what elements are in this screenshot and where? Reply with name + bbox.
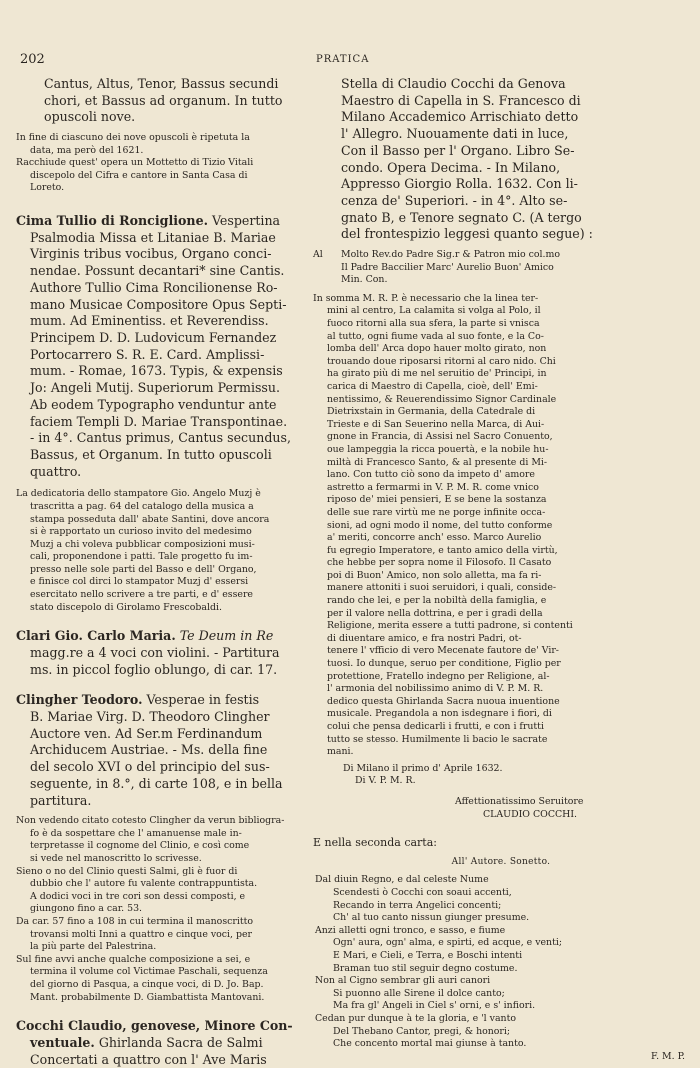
letter-line: ha girato più di me nel seruitio de' Principi, in [327,368,547,380]
letter-line: a' meriti, concorre anch' esso. Marco Aurelio [327,532,542,544]
sonnet-line: Ma fra gl' Angeli in Ciel s' orni, e s' infiori. [333,1000,536,1012]
letter-line: di diuentare amico, e fra nostri Padri, ot- [327,632,522,644]
text-run: Vespertina [207,213,281,229]
note-line: A dodici voci in tre cori son dessi composti, e [30,890,246,902]
text-line: B. Mariae Virg. D. Theodoro Clingher [30,709,270,725]
dedication-block [313,249,689,287]
note-line: si vede nel manoscritto lo scrivesse. [30,853,202,865]
letter-closing: Affettionatissimo Seruitore [455,795,584,807]
letter-line: l' armonia del nobilissimo animo di V. P. M. R. [327,683,544,695]
note-line: e finisce col dirci lo stampator Muzj d' essersi [30,576,249,588]
sonnet-line: Ch' al tuo canto nissun giunger presume. [333,912,530,924]
dedication-label: Al [313,249,323,261]
sonnet [313,874,689,1050]
sonnet-line: Si puonno alle Sirene il dolce canto; [333,987,505,999]
sonnet-line: Cedan pur dunque à te la gloria, e 'l vanto [315,1012,516,1024]
text-line: gnato B, e Tenore segnato C. (A tergo [341,209,582,225]
sonnet-initials: F. M. P. [651,1050,685,1062]
text-line: seguente, in 8.°, di carte 108, e in bella [30,775,283,791]
letter-line: protettione, Fratello indegno per Religione, al- [327,670,550,682]
letter-line: che hebbe per sopra nome il Filosofo. Il Casato [327,557,552,569]
sonnet-line: Anzi alletti ogni tronco, e sasso, e fiume [315,924,506,936]
footnote-block [16,488,304,614]
dedication-letter [313,293,689,759]
text-line: del secolo XVI o del principio del sus- [30,759,270,775]
sonnet-line: Braman tuo stil seguir degno costume. [333,962,518,974]
text-line: Principem D. D. Ludovicum Fernandez [30,330,277,345]
entry-cima [16,213,304,480]
note-line: In fine di ciascuno dei nove opuscoli è ripetuta la [16,132,250,144]
entry-body [16,230,304,481]
sonnet-title: All' Autore. Sonetto. [451,856,551,867]
sonnet-line: Recando in terra Angelici concenti; [333,899,502,911]
text-line: Authore Tullio Cima Roncilionense Ro- [30,279,278,295]
right-column [313,76,689,1063]
letter-line: delle sue rare virtù me ne porge infinite occa- [327,506,546,518]
letter-line: mani. [327,746,354,758]
letter-line: tenere l' vfficio di vero Mecenate fautore de' Vir- [327,645,559,657]
text-line: Bassus, et Organum. In tutto opuscoli [30,446,272,462]
sonnet-line: Scendesti ò Cocchi con soaui accenti, [333,887,512,899]
text-line: nendae. Possunt decantari* sine Cantis. [30,263,285,279]
text-line: Cantus, Altus, Tenor, Bassus secundi [44,76,279,91]
page-number: 202 [20,52,45,67]
running-title: PRATICA [316,54,370,65]
entry-heading-cont [16,1035,304,1052]
note-line: la più parte del Palestrina. [30,941,157,953]
composer-name: Clingher Teodoro. [16,692,143,708]
text-line: chori, et Bassus ad organum. In tutto [44,92,283,108]
text-line: mum. - Romae, 1673. Typis, & expensis [30,363,283,379]
entry-body [16,709,304,809]
text-line: - in 4°. Cantus primus, Cantus secundus, [30,430,291,446]
continuation-entry [16,76,304,126]
letter-line: lano. Con tutto ciò sono da impeto d' amore [327,469,535,481]
text-line: Maestro di Capella in S. Francesco di [341,92,581,108]
letter-line: fuoco ritorni alla sua sfera, la parte si vnisca [327,318,540,329]
letter-line: oue lampeggia la ricca pouertà, e la nobile hu- [327,443,549,455]
letter-line: gnone in Francia, di Assisi nel Sacro Conuento, [327,431,553,443]
note-line: fo è da sospettare che l' amanuense male in- [30,827,242,839]
footnote-block [16,815,304,1004]
note-line: data, ma però del 1621. [30,144,144,156]
note-line: presso nelle sole parti del Basso e dell' Organo, [30,563,257,575]
footnote-block [16,132,304,195]
note-line: Muzj a chi voleva pubblicar composizioni musi- [30,538,255,550]
letter-line: riposo de' miei pensieri, E se bene la sostanza [327,494,547,506]
letter-line: colui che pensa dedicarli i frutti, e con i frutti [327,721,544,732]
text-line: Appresso Giorgio Rolla. 1632. Con li- [341,176,578,192]
letter-line: carica di Maestro di Capella, cioè, dell' Emi- [327,380,538,392]
text-line: Archiducem Austriae. - Ms. della fine [30,742,268,758]
letter-line: rando che lei, e per la nobiltà della famiglia, e [327,595,547,607]
sonnet-line: Non al Cigno sembrar gli auri canori [315,975,491,987]
text-line: Ab eodem Typographo venduntur ante [30,396,277,412]
text-line: cenza de' Superiori. - in 4°. Alto se- [341,192,568,208]
entry-heading [16,1018,304,1035]
letter-signature: CLAUDIO COCCHI. [483,808,578,820]
text-line: Milano Accademico Arrischiato detto [341,109,579,125]
left-column [16,76,304,1068]
note-line: esercitato nello scrivere a tre parti, e d' essere [30,589,253,601]
second-page-intro: E nella seconda carta: [313,836,437,850]
note-line: Da car. 57 fino a 108 in cui termina il manoscritto [16,916,254,928]
text-line: del frontespizio leggesi quanto segue) : [341,226,593,242]
entry-heading [16,692,304,709]
entry-heading [16,213,304,230]
note-line: giungono fino a car. 53. [30,903,143,915]
note-line: Min. Con. [341,274,388,286]
letter-line: lomba dell' Arca dopo hauer molto girato, non [327,343,547,355]
note-line: La dedicatoria dello stampatore Gio. Angelo Muzj è [16,488,261,500]
letter-line: Dietrixstain in Germania, della Catedrale di [327,406,536,418]
entry-clingher [16,692,304,809]
letter-line: fu egregio Imperatore, e tanto amico della virtù, [327,544,558,556]
text-line: magg.re a 4 voci con violini. - Partitura [30,644,280,660]
letter-line: sioni, ad ogni modo il nome, del tutto conforme [327,519,553,531]
letter-line: tutto se stesso. Humilmente li bacio le sacrate [327,733,548,745]
letter-date: Di Milano il primo d' Aprile 1632. [343,762,503,774]
letter-line: nentissimo, & Reuerendissimo Signor Cardinale [327,393,557,405]
note-line: Mant. probabilmente D. Giambattista Mantovani. [30,991,265,1003]
sonnet-line: Dal diuin Regno, e dal celeste Nume [315,874,489,886]
letter-line: In somma M. R. P. è necessario che la linea ter- [313,292,539,304]
note-line: Sieno o no del Clinio questi Salmi, gli è fuor di [16,865,238,877]
letter-line: per il valore nella dottrina, e per i gradi della [327,607,543,619]
composer-name: Cima Tullio di Ronciglione. [16,213,208,229]
entry-body [16,645,304,678]
note-line: termina il volume col Victimae Paschali, sequenza [30,966,268,978]
text-line: Stella di Claudio Cocchi da Genova [341,76,566,91]
letter-line: Religione, merita essere a tutti padrone, si contenti [327,620,573,632]
note-line: stato discepolo di Girolamo Frescobaldi. [30,601,222,613]
letter-body [313,305,689,758]
note-line: Il Padre Baccilier Marc' Aurelio Buon' Amico [341,261,554,273]
note-line: Non vedendo citato cotesto Clingher da verun bibliogra- [16,815,285,827]
text-line: Portocarrero S. R. E. Card. Amplissi- [30,346,265,362]
note-line: Racchiude quest' opera un Mottetto di Tizio Vitali [16,157,254,169]
letter-line: miltà di Francesco Santo, & al presente di Mi- [327,456,548,468]
note-line: del giorno di Pasqua, a cinque voci, di D. Jo. Bap. [30,979,264,991]
note-line: cali, proponendone i patti. Tale progetto fu im- [30,551,253,563]
note-line: dubbio che l' autore fu valente contrappuntista. [30,878,258,890]
sonnet-line: E Mari, e Cieli, e Terra, e Boschi intenti [333,950,523,962]
text-line: quattro. [30,463,82,479]
text-line: Auctore ven. Ad Ser.m Ferdinandum [30,725,263,741]
dedication-lines [327,249,560,287]
note-line: trovansi molti Inni a quattro e cinque voci, per [30,928,253,940]
text-line: l' Allegro. Nuouamente dati in luce, [341,126,569,142]
text-run: Vesperae in festis [142,692,260,708]
note-line: si è rapportato un curioso invito del medesimo [30,526,252,538]
letter-line: poi di Buon' Amico, non solo alletta, ma fa ri- [327,569,542,581]
sonnet-line: Del Thebano Cantor, pregi, & honori; [333,1025,511,1037]
letter-salutation: Di V. P. M. R. [355,775,416,787]
text-line: ms. in piccol foglio oblungo, di car. 17. [30,661,278,677]
letter-line: dedico questa Ghirlanda Sacra nuoua inuentione [327,695,560,707]
note-line: Sul fine avvi anche qualche composizione a sei, e [16,953,251,965]
text-run: Ghirlanda Sacra de Salmi [94,1034,263,1050]
title-italic: Te Deum in Re [179,628,274,644]
text-line: Virginis tribus vocibus, Organo conci- [30,246,272,262]
note-line: terpretasse il cognome del Clinio, e così come [30,840,250,852]
composer-name: ventuale. [30,1034,95,1050]
note-line: trascritta a pag. 64 del catalogo della musica a [30,500,254,512]
text-line: Jo: Angeli Mutij. Superiorum Permissu. [30,380,281,396]
text-line: opuscoli nove. [44,109,136,125]
text-line: Psalmodia Missa et Litaniae B. Mariae [30,229,276,245]
text-line: mum. Ad Eminentiss. et Reverendiss. [30,313,269,329]
note-line: Loreto. [30,182,65,194]
letter-line: Trieste e di San Seuerino nella Marca, di Aui- [327,418,545,430]
text-line: partitura. [30,792,92,808]
entry-cocchi [16,1018,304,1068]
text-line: faciem Templi D. Mariae Transpontinae. [30,413,288,429]
letter-line: trouando doue riposarsi ritorni al caro nido. Chi [327,355,556,367]
entry-clari [16,628,304,678]
note-line: discepolo del Cifra e cantore in Santa Casa di [30,169,248,181]
letter-line: manere attoniti i suoi seruidori, i quali, conside- [327,582,557,594]
text-line: Concertati a quattro con l' Ave Maris [30,1051,267,1067]
composer-name: Cocchi Claudio, genovese, Minore Con- [16,1018,293,1034]
text-line: condo. Opera Decima. - In Milano, [341,159,561,175]
continuation-entry [313,76,689,243]
note-line: stampa posseduta dall' abate Santini, dove ancora [30,513,270,525]
text-line: Con il Basso per l' Organo. Libro Se- [341,142,575,158]
letter-line: tuosi. Io dunque, seruo per conditione, Figlio per [327,658,561,670]
letter-line: astretto a fermarmi in V. P. M. R. come vnico [327,481,539,493]
sonnet-line: Ogn' aura, ogn' alma, e spirti, ed acque, e venti; [333,937,563,949]
letter-line: al tutto, ogni fiume vada al suo fonte, e la Co- [327,330,544,342]
letter-line: musicale. Pregandola a non isdegnare i fiori, di [327,708,552,720]
note-line: Molto Rev.do Padre Sig.r & Patron mio col.mo [341,249,561,261]
entry-heading [16,628,304,645]
composer-name: Clari Gio. Carlo Maria. [16,628,176,644]
text-line: mano Musicae Compositore Opus Septi- [30,296,287,312]
sonnet-line: Che concento mortal mai giunse à tanto. [333,1038,527,1050]
letter-line: mini al centro, La calamita si volga al Polo, il [327,305,541,317]
